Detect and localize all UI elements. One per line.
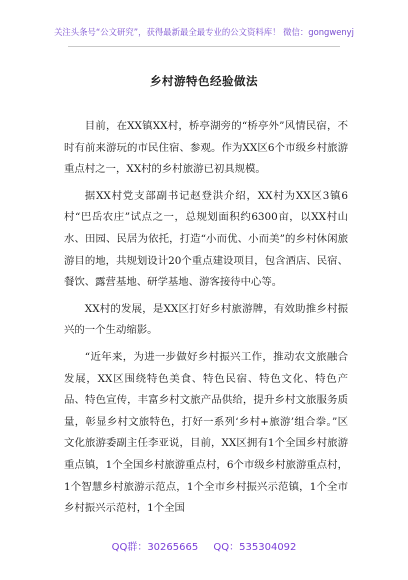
footer-qq: QQ：535304092 <box>213 542 297 553</box>
header-divider <box>68 46 340 47</box>
paragraph: 目前，在XX镇XX村，桥亭湖旁的“桥亭外”风情民宿，不时有前来游玩的市民住宿、参观。作为XX区6个市级乡村旅游重点村之一，XX村的乡村旅游已初具规模。 <box>64 120 348 176</box>
paragraph: 据XX村党支部副书记赵登洪介绍，XX村为XX区3镇6村“巴岳农庄”试点之一，总规划面积约6300亩，以XX村山水、田园、民居为依托，打造“小而优、小而美”的乡村休闲旅游目的地，共规划设计20个重点建设项目，包含酒店、民宿、餐饮、露营基地、研学基地、游客接待中心等。 <box>64 189 348 289</box>
document-title: 乡村游特色经验做法 <box>150 74 258 88</box>
paragraph: “近年来，为进一步做好乡村振兴工作，推动农文旅融合发展，XX区围绕特色美食、特色民宿、特色文化、特色产品、特色宣传，丰富乡村文旅产品供给，提升乡村文旅服务质量，彰显乡村文旅特色，打好一系列‘乡村+旅游’组合拳。”区文化旅游委副主任李亚说，目前，XX区拥有1个全国乡村旅游重点镇，1个全国乡村旅游重点村，6个市级乡村旅游重点村，1个智慧乡村旅游示范点，1个全市乡村振兴示范镇，1个全市乡村振兴示范村，1个全国 <box>64 350 348 515</box>
footer-qq-group: QQ群：30265665 <box>111 542 199 553</box>
paragraph: XX村的发展，是XX区打好乡村旅游牌，有效助推乡村振兴的一个生动缩影。 <box>64 302 348 337</box>
page-header-banner: 关注头条号“公文研究”，获得最新最全最专业的公文资料库！ 微信：gongwenyj <box>54 27 354 37</box>
page-footer <box>0 538 408 553</box>
document-body <box>64 116 348 525</box>
